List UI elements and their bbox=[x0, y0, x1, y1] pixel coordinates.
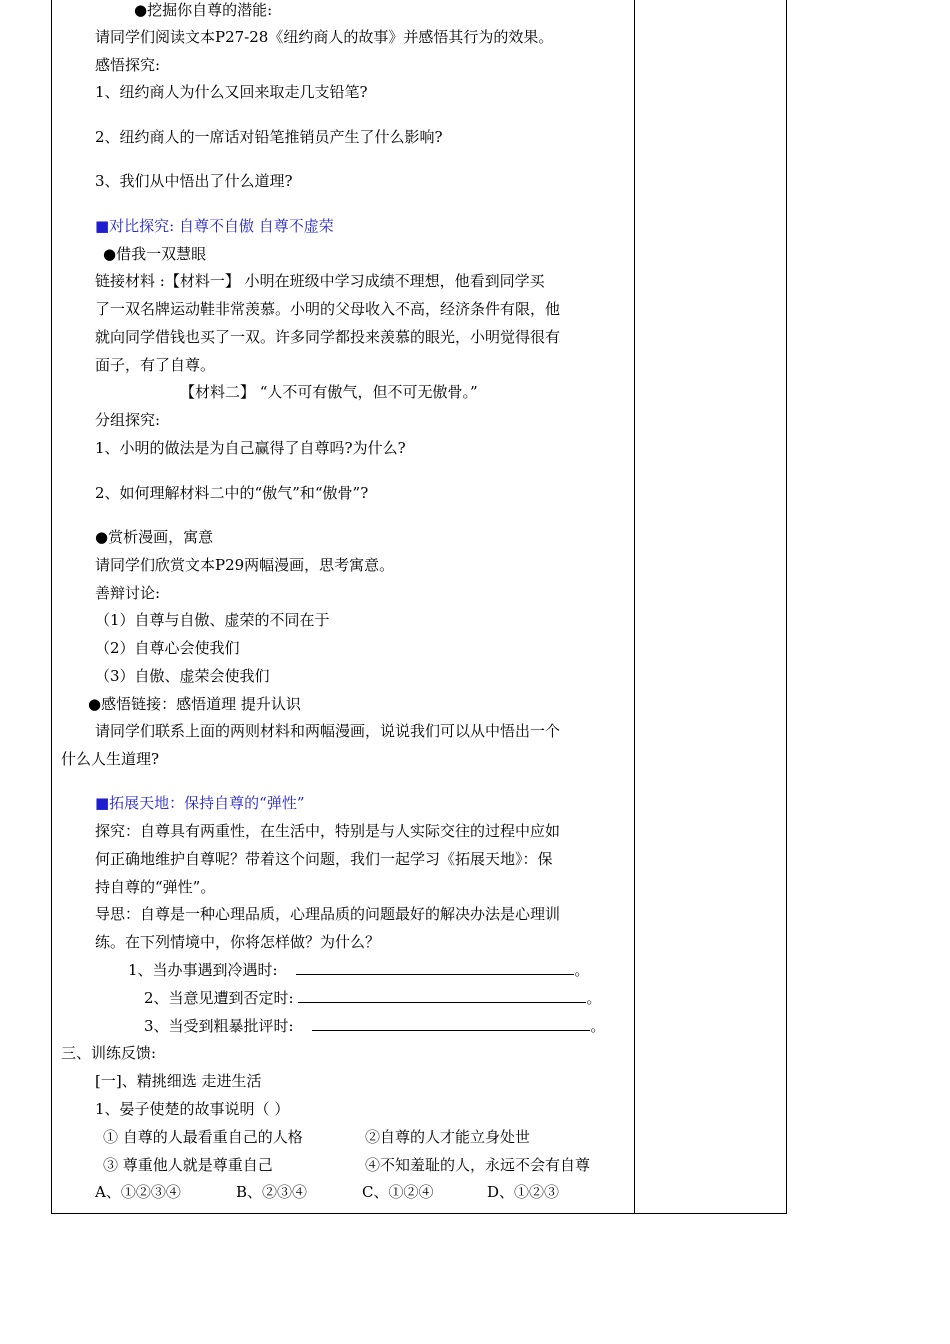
text-line: 请同学们阅读文本P27-28《纽约商人的故事》并感悟其行为的效果。 bbox=[95, 28, 554, 46]
text-line: （1）自尊与自傲、虚荣的不同在于 bbox=[95, 611, 330, 629]
text-line: 什么人生道理? bbox=[61, 750, 160, 768]
answer-blank[interactable] bbox=[298, 988, 586, 1003]
answer-choice-d: D、①②③ bbox=[487, 1183, 560, 1201]
text-line: 就向同学借钱也买了一双。许多同学都投来羡慕的眼光，小明觉得很有 bbox=[95, 328, 561, 346]
heading-link: ●感悟链接：感悟道理 提升认识 bbox=[88, 695, 301, 713]
section-heading-feedback: 三、训练反馈: bbox=[61, 1044, 157, 1062]
question-line: 3、我们从中悟出了什么道理? bbox=[95, 172, 293, 190]
heading-cartoon: ●赏析漫画，寓意 bbox=[95, 528, 214, 546]
text-line: （3）自傲、虚荣会使我们 bbox=[95, 667, 270, 685]
situation-line: 3、当受到粗暴批评时: 。 bbox=[144, 1017, 606, 1035]
text-line: 面子，有了自尊。 bbox=[95, 356, 216, 374]
text-line: 探究：自尊具有两重性，在生活中，特别是与人实际交往的过程中应如 bbox=[95, 822, 561, 840]
option-line: ① 自尊的人最看重自己的人格 bbox=[103, 1128, 303, 1146]
text-line: 持自尊的“弹性”。 bbox=[95, 878, 216, 896]
question-line: 1、小明的做法是为自己赢得了自尊吗?为什么? bbox=[95, 439, 406, 457]
situation-line: 1、当办事遇到冷遇时: 。 bbox=[128, 961, 590, 979]
heading-potential: ●挖掘你自尊的潜能: bbox=[134, 1, 273, 19]
text-line: 请同学们联系上面的两则材料和两幅漫画，说说我们可以从中悟出一个 bbox=[95, 722, 561, 740]
text-line: 善辩讨论: bbox=[95, 584, 161, 602]
text-line: 分组探究: bbox=[95, 411, 161, 429]
answer-blank[interactable] bbox=[296, 960, 574, 975]
option-line: ③ 尊重他人就是尊重自己 bbox=[103, 1156, 273, 1174]
option-line: ②自尊的人才能立身处世 bbox=[365, 1128, 531, 1146]
text-line: 请同学们欣赏文本P29两幅漫画，思考寓意。 bbox=[95, 556, 395, 574]
subsection-heading: [一]、精挑细选 走进生活 bbox=[95, 1072, 262, 1090]
answer-blank[interactable] bbox=[312, 1016, 590, 1031]
answer-choice-a: A、①②③④ bbox=[95, 1183, 181, 1201]
text-line: 感悟探究: bbox=[95, 56, 161, 74]
option-line: ④不知羞耻的人，永远不会有自尊 bbox=[365, 1156, 591, 1174]
answer-choice-b: B、②③④ bbox=[236, 1183, 308, 1201]
text-line: 练。在下列情境中，你将怎样做？为什么？ bbox=[95, 933, 381, 951]
heading-eyes: ●借我一双慧眼 bbox=[103, 245, 207, 263]
text-line: 链接材料 :【材料一】 小明在班级中学习成绩不理想，他看到同学买 bbox=[95, 272, 545, 290]
text-line: 何正确地维护自尊呢？带着这个问题，我们一起学习《拓展天地》：保 bbox=[95, 850, 553, 868]
section-heading-compare: ■对比探究: 自尊不自傲 自尊不虚荣 bbox=[95, 217, 334, 235]
answer-choice-c: C、①②④ bbox=[362, 1183, 434, 1201]
text-line: 导思：自尊是一种心理品质，心理品质的问题最好的解决办法是心理训 bbox=[95, 905, 561, 923]
material-two: 【材料二】 “人不可有傲气，但不可无傲骨。” bbox=[180, 383, 478, 401]
question-line: 2、纽约商人的一席话对铅笔推销员产生了什么影响? bbox=[95, 128, 443, 146]
text-line: （2）自尊心会使我们 bbox=[95, 639, 240, 657]
question-line: 1、纽约商人为什么又回来取走几支铅笔? bbox=[95, 83, 368, 101]
text-line: 了一双名牌运动鞋非常羡慕。小明的父母收入不高，经济条件有限，他 bbox=[95, 300, 561, 318]
question-line: 1、晏子使楚的故事说明（ ） bbox=[95, 1100, 290, 1118]
column-divider bbox=[634, 0, 635, 1214]
question-line: 2、如何理解材料二中的“傲气”和“傲骨”? bbox=[95, 484, 369, 502]
situation-line: 2、当意见遭到否定时: 。 bbox=[144, 989, 602, 1007]
section-heading-expand: ■拓展天地：保持自尊的“弹性” bbox=[95, 794, 305, 812]
